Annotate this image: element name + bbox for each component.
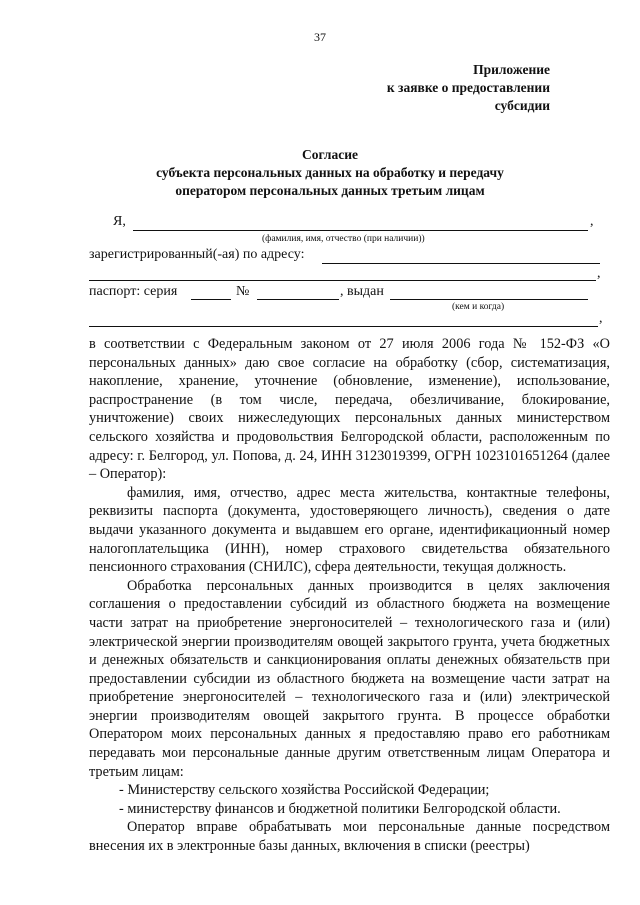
consent-body bbox=[89, 335, 610, 856]
issued-hint: (кем и когда) bbox=[452, 302, 505, 312]
passport-number-field[interactable] bbox=[257, 299, 339, 300]
fio-field[interactable] bbox=[133, 230, 588, 231]
paragraph-processing-purpose: Обработка персональных данных производится в целях заключения соглашения о предоставлении субсидий из областного бюджета на возмещение части затрат на приобретение энергоносителей – технологического газа и (или) электрической энергии производителям овощей закрытого грунта, учета бюджетных и денежных обязательств и санкционирования оплаты денежных обязательств при предоставлении субсидии из областного бюджета на возмещение части затрат на приобретение энергоносителей – технологического газа и (или) электрической энергии производителям овощей закрытого грунта. В процессе обработки Оператором моих персональных данных я предоставляю право его работникам передавать мои персональные данные другим ответственным лицам Оператора и третьим лицам: bbox=[89, 577, 610, 780]
registered-label: зарегистрированный(-ая) по адресу: bbox=[89, 247, 305, 262]
issued-by-field-2[interactable] bbox=[89, 326, 598, 327]
title-line-1: Согласие bbox=[301, 147, 359, 162]
list-item-ministry-finance: - министерству финансов и бюджетной политики Белгородской области. bbox=[119, 800, 561, 817]
document-title bbox=[100, 146, 560, 200]
address-field-1[interactable] bbox=[322, 263, 600, 264]
issued-comma: , bbox=[599, 311, 603, 326]
passport-series-field[interactable] bbox=[191, 299, 231, 300]
address-comma: , bbox=[597, 266, 601, 281]
fio-hint: (фамилия, имя, отчество (при наличии)) bbox=[262, 234, 425, 244]
appendix-line-3: субсидии bbox=[494, 98, 550, 113]
fio-comma: , bbox=[590, 214, 594, 229]
page-number: 37 bbox=[314, 30, 326, 44]
paragraph-law-reference: в соответствии с Федеральным законом от 27 июля 2006 года № 152-ФЗ «О персональных данных» даю свое согласие на обработку (сбор, систематизация, накопление, хранение, уточнение (обновление, изменение), использование, распространение (в том числе, передача, обезличивание, блокирование, уничтожение) своих нижеследующих персональных данных министерством сельского хозяйства и продовольствия Белгородской области, расположенным по адресу: г. Белгород, ул. Попова, д. 24, ИНН 3123019399, ОГРН 1023101651264 (далее – Оператор): bbox=[89, 336, 610, 483]
paragraph-data-list: фамилия, имя, отчество, адрес места жительства, контактные телефоны, реквизиты паспорта (документа, удостоверяющего личность), сведения о дате выдачи указанного документа и выдавшем его органе, идентификационный номер налогоплательщика (ИНН), номер страхового свидетельства обязательного пенсионного страхования (СНИЛС), сфера деятельности, текущая должность. bbox=[89, 484, 610, 576]
issued-label: , выдан bbox=[340, 284, 384, 299]
title-line-2: субъекта персональных данных на обработку и передачу bbox=[156, 165, 504, 180]
paragraph-operator-rights: Оператор вправе обрабатывать мои персональные данные посредством внесения их в электронные базы данных, включения в списки (реестры) bbox=[89, 819, 610, 855]
appendix-heading bbox=[387, 61, 550, 115]
passport-label: паспорт: серия bbox=[89, 284, 178, 299]
passport-number-label: № bbox=[236, 284, 250, 299]
ya-label: Я, bbox=[113, 214, 126, 229]
list-item-ministry-agriculture: - Министерству сельского хозяйства Российской Федерации; bbox=[119, 782, 490, 799]
issued-by-field[interactable] bbox=[390, 299, 588, 300]
title-line-3: оператором персональных данных третьим лицам bbox=[175, 183, 485, 198]
appendix-line-2: к заявке о предоставлении bbox=[386, 80, 550, 95]
address-field-2[interactable] bbox=[89, 280, 596, 281]
appendix-line-1: Приложение bbox=[473, 62, 550, 77]
